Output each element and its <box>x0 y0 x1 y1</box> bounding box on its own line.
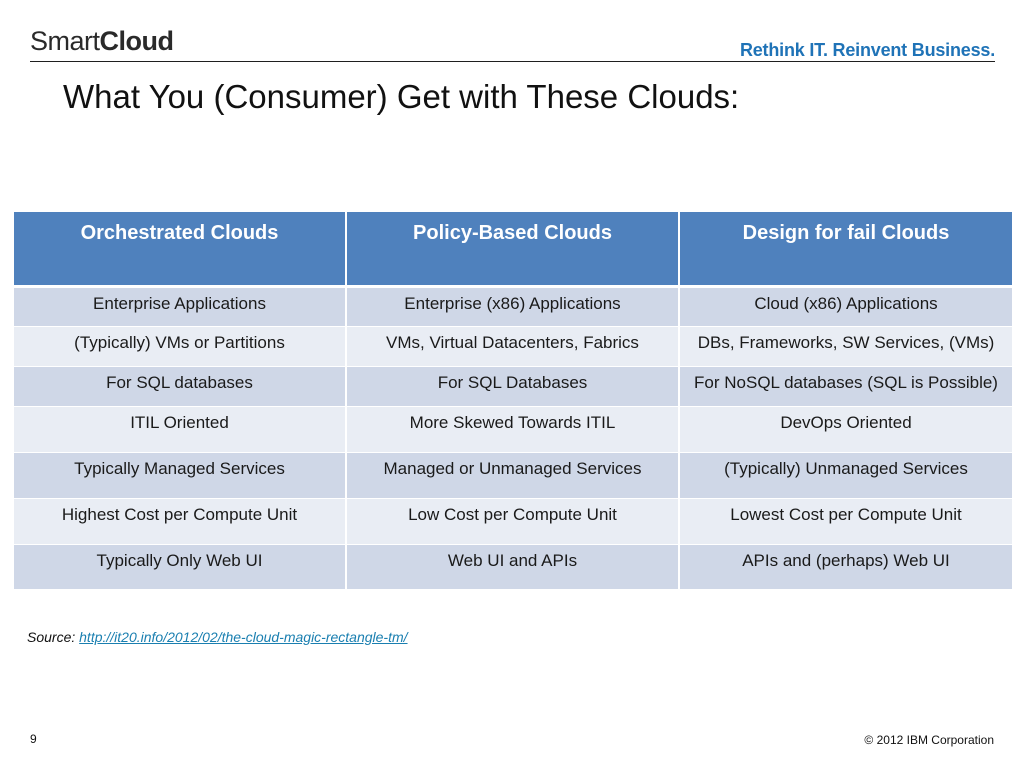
page-number: 9 <box>30 732 37 746</box>
table-cell: Typically Managed Services <box>13 452 346 498</box>
header-divider <box>30 61 995 62</box>
table-cell: Typically Only Web UI <box>13 544 346 589</box>
table-row <box>13 452 1013 498</box>
slide-title: What You (Consumer) Get with These Clouds: <box>63 78 740 115</box>
table-cell: Web UI and APIs <box>346 544 679 589</box>
table-cell: For NoSQL databases (SQL is Possible) <box>679 366 1013 406</box>
table-cell: Managed or Unmanaged Services <box>346 452 679 498</box>
table-cell: Lowest Cost per Compute Unit <box>679 498 1013 544</box>
table-cell: More Skewed Towards ITIL <box>346 406 679 452</box>
logo-text-cloud: Cloud <box>99 26 174 56</box>
copyright-notice: © 2012 IBM Corporation <box>864 733 994 747</box>
logo-text-smart: Smart <box>30 26 100 56</box>
table-row <box>13 498 1013 544</box>
table-cell: DevOps Oriented <box>679 406 1013 452</box>
column-header-design-for-fail: Design for fail Clouds <box>679 212 1013 286</box>
table-cell: Low Cost per Compute Unit <box>346 498 679 544</box>
source-citation <box>27 629 408 645</box>
smartcloud-logo <box>30 28 174 55</box>
table-cell: Enterprise Applications <box>13 286 346 326</box>
tagline: Rethink IT. Reinvent Business. <box>739 40 995 60</box>
table-header-row <box>13 212 1013 286</box>
table-cell: (Typically) Unmanaged Services <box>679 452 1013 498</box>
column-header-policy-based: Policy-Based Clouds <box>346 212 679 286</box>
table-cell: For SQL Databases <box>346 366 679 406</box>
table-row <box>13 286 1013 326</box>
table-cell: ITIL Oriented <box>13 406 346 452</box>
table-cell: DBs, Frameworks, SW Services, (VMs) <box>679 326 1013 366</box>
table-row <box>13 326 1013 366</box>
table-cell: APIs and (perhaps) Web UI <box>679 544 1013 589</box>
table-cell: Cloud (x86) Applications <box>679 286 1013 326</box>
table-cell: Enterprise (x86) Applications <box>346 286 679 326</box>
table-row <box>13 544 1013 589</box>
table-cell: For SQL databases <box>13 366 346 406</box>
table-cell: VMs, Virtual Datacenters, Fabrics <box>346 326 679 366</box>
source-link[interactable]: http://it20.info/2012/02/the-cloud-magic-rectangle-tm/ <box>79 629 408 645</box>
comparison-table <box>12 212 1014 590</box>
column-header-orchestrated: Orchestrated Clouds <box>13 212 346 286</box>
source-label: Source: <box>27 629 76 645</box>
table-row <box>13 406 1013 452</box>
table-cell: (Typically) VMs or Partitions <box>13 326 346 366</box>
table-cell: Highest Cost per Compute Unit <box>13 498 346 544</box>
table-row <box>13 366 1013 406</box>
